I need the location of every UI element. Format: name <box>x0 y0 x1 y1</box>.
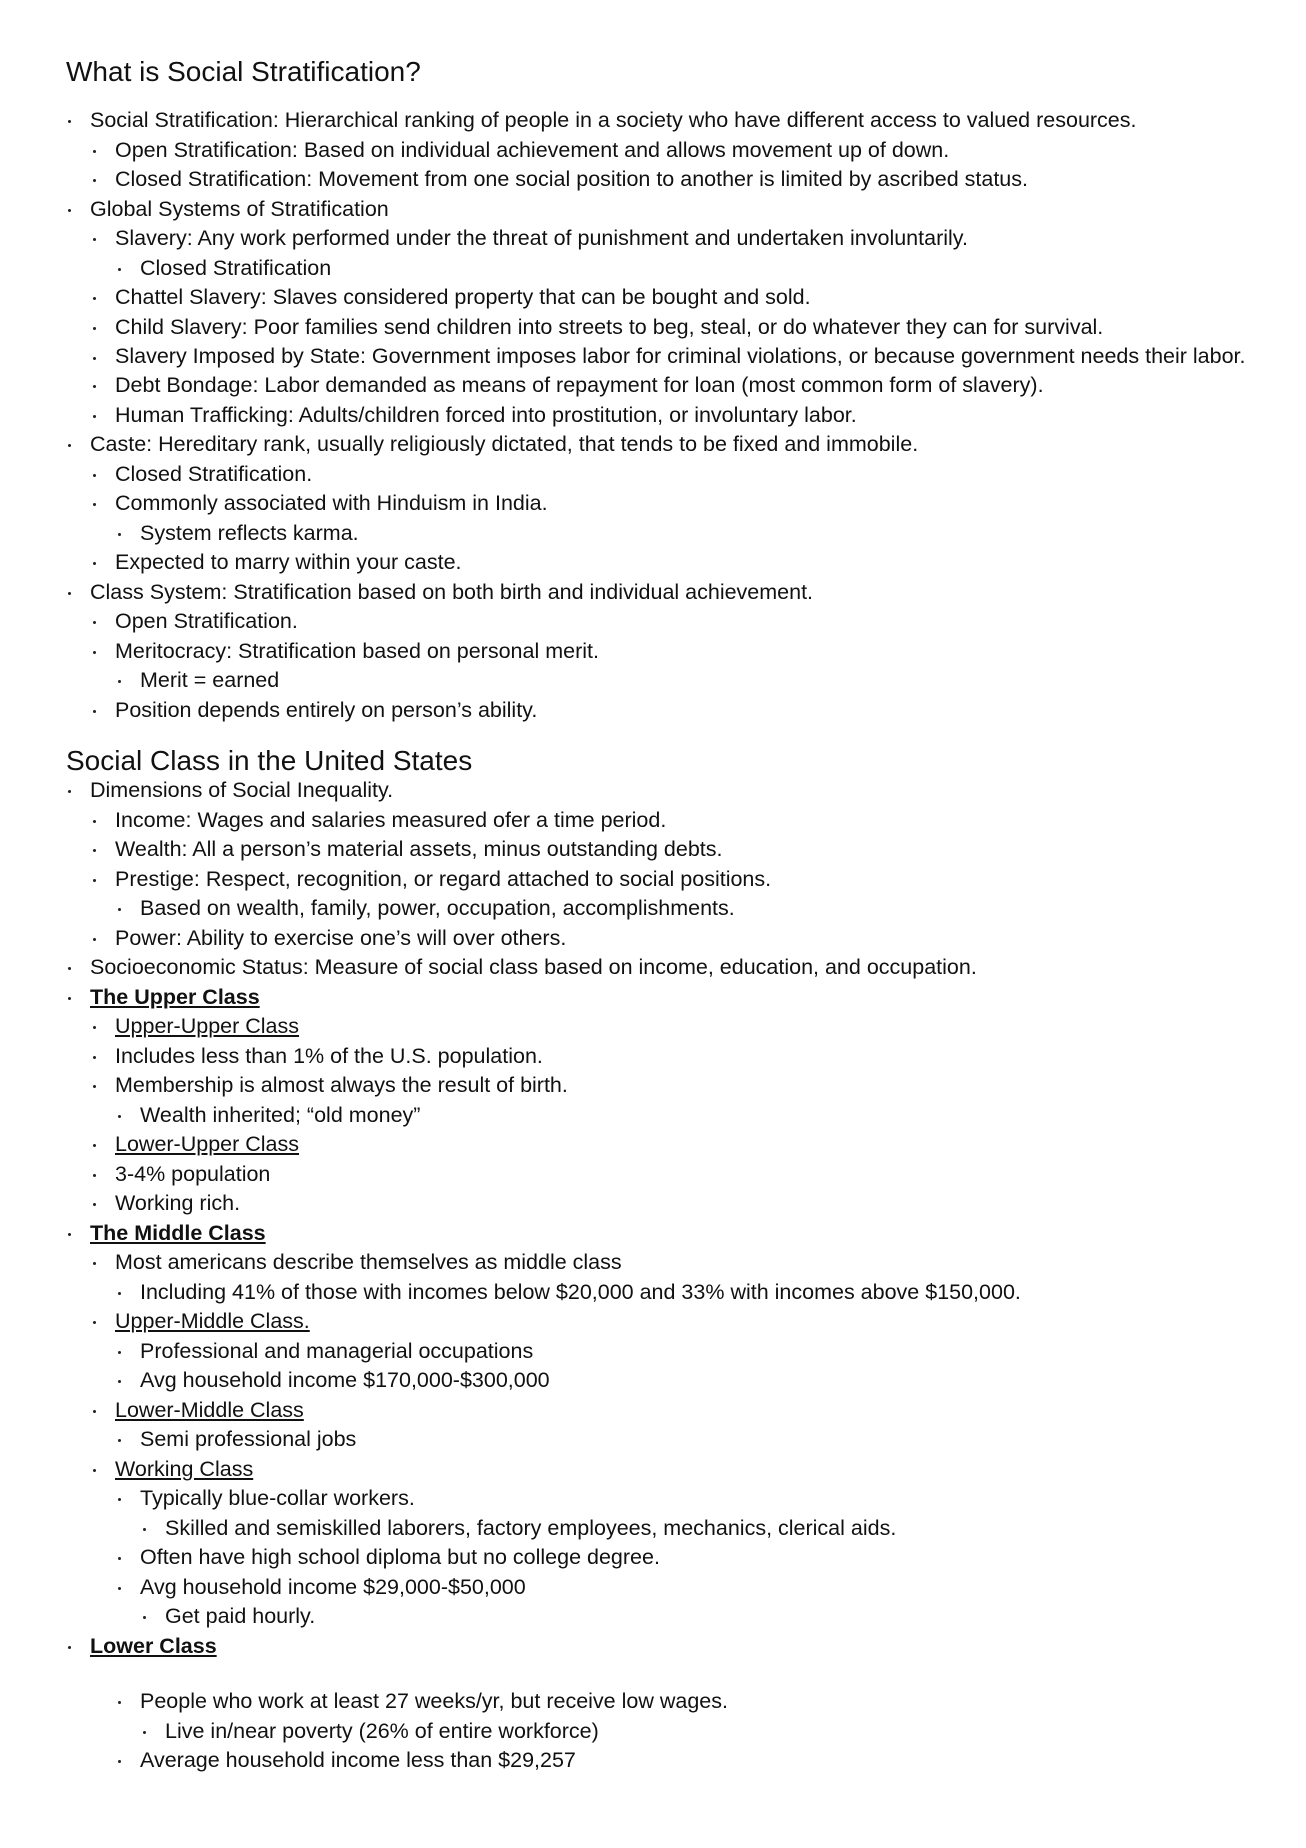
list-item-text: Upper-Upper Class <box>115 1014 300 1038</box>
list-item <box>0 195 1306 225</box>
list-item <box>0 1514 1306 1544</box>
list-item-text: Most americans describe themselves as middle class <box>115 1250 622 1274</box>
list-item-text: Lower Class <box>90 1633 217 1658</box>
list-item <box>0 696 1306 726</box>
list-item-text: 3-4% population <box>115 1161 271 1186</box>
list-item-text: Child Slavery: Poor families send children into streets to beg, steal, or do whatever they can for survival. <box>115 314 1104 339</box>
list-item <box>0 1687 1306 1717</box>
list-item-text: Global Systems of Stratification <box>90 196 389 221</box>
list-item <box>0 1012 1306 1042</box>
list-item-text: Merit = earned <box>140 668 280 692</box>
list-item <box>0 1101 1306 1131</box>
list-item <box>0 806 1306 836</box>
list-item <box>0 1307 1306 1337</box>
list-item-text: Upper-Middle Class. <box>115 1309 310 1333</box>
list-item <box>0 313 1306 343</box>
list-item <box>0 953 1306 983</box>
list-item <box>0 924 1306 954</box>
list-item-text: Including 41% of those with incomes below $20,000 and 33% with incomes above $150,000. <box>140 1279 1021 1304</box>
list-item-text: Meritocracy: Stratification based on personal merit. <box>115 638 599 663</box>
list-item-text: Prestige: Respect, recognition, or regard attached to social positions. <box>115 866 772 891</box>
list-item-text: Debt Bondage: Labor demanded as means of repayment for loan (most common form of slavery). <box>115 373 1044 397</box>
list-item <box>0 578 1306 608</box>
list-item <box>0 430 1306 460</box>
list-item <box>0 1632 1306 1662</box>
list-item-text: Closed Stratification: Movement from one social position to another is limited by ascribed status. <box>115 167 1028 191</box>
list-item-text: Power: Ability to exercise one’s will over others. <box>115 925 567 950</box>
list-item <box>0 666 1306 696</box>
list-item <box>0 1484 1306 1514</box>
list-item <box>0 548 1306 578</box>
list-item-text: Get paid hourly. <box>165 1604 316 1628</box>
list-item-text: Often have high school diploma but no college degree. <box>140 1545 660 1569</box>
list-item <box>0 1573 1306 1603</box>
list-item-text: Chattel Slavery: Slaves considered property that can be bought and sold. <box>115 285 811 309</box>
list-item-text: Closed Stratification <box>140 255 332 280</box>
list-item <box>0 283 1306 313</box>
list-item <box>0 519 1306 549</box>
list-item-text: Open Stratification. <box>115 609 298 633</box>
list-item-text: Social Stratification: Hierarchical ranking of people in a society who have different access to valued resources. <box>90 108 1137 132</box>
list-item <box>0 106 1306 136</box>
list-item-text: Membership is almost always the result of birth. <box>115 1073 568 1097</box>
list-item <box>0 254 1306 284</box>
list-item <box>0 1717 1306 1747</box>
list-item <box>0 1248 1306 1278</box>
list-item <box>0 637 1306 667</box>
list-item-text: Class System: Stratification based on both birth and individual achievement. <box>90 579 814 604</box>
list-item <box>0 401 1306 431</box>
list-item-text: The Upper Class <box>90 984 260 1009</box>
list-item <box>0 371 1306 401</box>
list-item-text: Professional and managerial occupations <box>140 1338 534 1363</box>
outline-list-social-class <box>0 776 1306 1776</box>
list-item <box>0 1366 1306 1396</box>
list-item <box>0 607 1306 637</box>
list-item <box>0 1160 1306 1190</box>
list-item-text: Avg household income $170,000-$300,000 <box>140 1368 550 1392</box>
list-item <box>0 983 1306 1013</box>
list-item <box>0 1602 1306 1632</box>
list-item-text: Closed Stratification. <box>115 461 313 486</box>
list-item <box>0 1337 1306 1367</box>
list-item-text: Working Class <box>115 1456 254 1481</box>
list-item <box>0 776 1306 806</box>
outline-list-stratification <box>0 106 1306 725</box>
list-item <box>0 894 1306 924</box>
list-item-text: Socioeconomic Status: Measure of social class based on income, education, and occupation. <box>90 955 977 979</box>
list-item-text: Semi professional jobs <box>140 1427 357 1451</box>
list-item <box>0 1425 1306 1455</box>
list-item <box>0 460 1306 490</box>
list-item <box>0 1189 1306 1219</box>
list-item <box>0 865 1306 895</box>
list-item-text: Skilled and semiskilled laborers, factory employees, mechanics, clerical aids. <box>165 1515 897 1540</box>
list-item <box>0 165 1306 195</box>
list-item-text: Dimensions of Social Inequality. <box>90 778 394 802</box>
list-item <box>0 1042 1306 1072</box>
list-item-text: Expected to marry within your caste. <box>115 550 462 574</box>
list-item-text: Based on wealth, family, power, occupation, accomplishments. <box>140 896 735 920</box>
list-item-text: Human Trafficking: Adults/children forced into prostitution, or involuntary labor. <box>115 402 857 427</box>
list-item-text: Includes less than 1% of the U.S. population. <box>115 1043 543 1068</box>
list-item-text: Commonly associated with Hinduism in India. <box>115 491 548 515</box>
list-item-text: Caste: Hereditary rank, usually religiously dictated, that tends to be fixed and immobile. <box>90 432 919 456</box>
list-item-text: Avg household income $29,000-$50,000 <box>140 1574 526 1599</box>
list-item <box>0 1396 1306 1426</box>
list-item <box>0 1278 1306 1308</box>
list-item-text: People who work at least 27 weeks/yr, but receive low wages. <box>140 1689 728 1713</box>
list-item <box>0 1071 1306 1101</box>
list-item <box>0 1130 1306 1160</box>
section-heading-social-class: Social Class in the United States <box>66 745 473 776</box>
list-item <box>0 136 1306 166</box>
list-item-text: Average household income less than $29,257 <box>140 1748 576 1772</box>
list-item-text: Lower-Upper Class <box>115 1132 300 1156</box>
list-item-text: Wealth inherited; “old money” <box>140 1102 421 1127</box>
list-item <box>0 224 1306 254</box>
list-item <box>0 835 1306 865</box>
list-item-text: Typically blue-collar workers. <box>140 1486 415 1510</box>
list-item-text: The Middle Class <box>90 1220 266 1245</box>
list-item <box>0 1543 1306 1573</box>
list-item <box>0 1746 1306 1776</box>
list-item-text: Wealth: All a person’s material assets, minus outstanding debts. <box>115 837 723 861</box>
list-item <box>0 489 1306 519</box>
list-item-text: Income: Wages and salaries measured ofer a time period. <box>115 807 667 832</box>
list-item-text: Working rich. <box>115 1191 241 1215</box>
list-item-text: Lower-Middle Class <box>115 1397 304 1422</box>
list-item-text: System reflects karma. <box>140 520 359 545</box>
list-item <box>0 1455 1306 1485</box>
list-item-text: Slavery Imposed by State: Government imposes labor for criminal violations, or because government needs their labor. <box>115 344 1246 368</box>
list-item-text: Slavery: Any work performed under the threat of punishment and undertaken involuntarily. <box>115 226 968 250</box>
list-item-text: Open Stratification: Based on individual achievement and allows movement up of down. <box>115 137 950 162</box>
list-item-text: Position depends entirely on person’s ability. <box>115 697 538 722</box>
list-item <box>0 342 1306 371</box>
list-item <box>0 1219 1306 1249</box>
list-item-text: Live in/near poverty (26% of entire workforce) <box>165 1718 599 1743</box>
section-heading-stratification: What is Social Stratification? <box>66 56 421 87</box>
